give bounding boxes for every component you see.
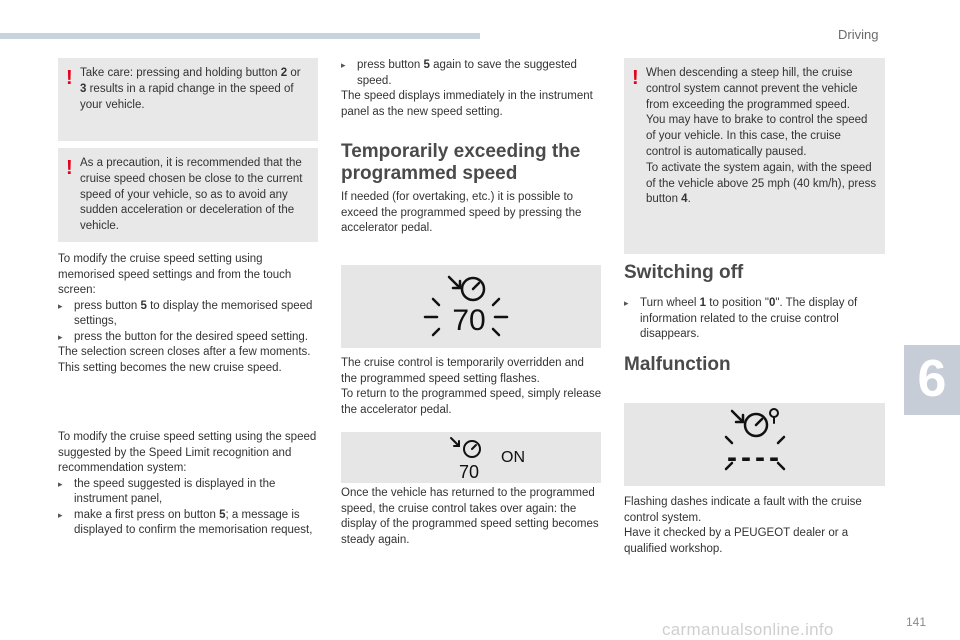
paragraph: The cruise control is temporarily overridden and the programmed speed setting flashes. bbox=[341, 357, 584, 385]
paragraph: To return to the programmed speed, simply release the accelerator pedal. bbox=[341, 388, 602, 416]
cruise-display-fault-graphic bbox=[624, 403, 885, 486]
warning-icon: ! bbox=[632, 67, 639, 89]
override-section bbox=[341, 356, 603, 418]
bullet-item: ▸ press the button for the desired speed setting. bbox=[58, 330, 320, 346]
paragraph: To modify the cruise speed setting using memorised speed settings and from the touch screen: bbox=[58, 253, 292, 296]
warning-box-steep-hill bbox=[624, 58, 885, 254]
heading-switching-off: Switching off bbox=[624, 262, 744, 283]
cruise-display-on-graphic bbox=[341, 432, 601, 483]
warning-text: Take care: pressing and holding button 2 or 3 results in a rapid change in the speed of your vehicle. bbox=[80, 67, 301, 111]
save-speed-section bbox=[341, 58, 603, 120]
bullet-item: ▸ make a first press on button 5; a message is displayed to confirm the memorisation request, bbox=[58, 508, 320, 539]
figure-speed-steady bbox=[341, 432, 601, 483]
warning-text: When descending a steep hill, the cruise control system cannot prevent the vehicle from exceeding the programmed speed. You may have to brake to control the speed of your vehicle. In this case, the cruise control is automatically paused. To activate the system again, with the speed of the vehicle above 25 mph (40 km/h), press button 4. bbox=[646, 67, 877, 206]
heading-temporarily-exceeding: Temporarily exceeding the programmed speed bbox=[341, 141, 581, 184]
warning-icon: ! bbox=[66, 67, 73, 89]
paragraph: This setting becomes the new cruise speed. bbox=[58, 361, 282, 374]
malfunction-section bbox=[624, 495, 886, 557]
memorised-speed-section bbox=[58, 252, 320, 376]
heading-malfunction: Malfunction bbox=[624, 354, 731, 375]
bullet-item: ▸ press button 5 again to save the suggested speed. bbox=[341, 58, 603, 89]
warning-text: As a precaution, it is recommended that the cruise speed chosen be close to the current speed of your vehicle, so as to avoid any sudden acceleration or deceleration of the vehicle. bbox=[80, 157, 303, 233]
cruise-display-flashing-graphic bbox=[341, 265, 601, 348]
fault-dashes: ---- bbox=[727, 441, 783, 474]
paragraph: To modify the cruise speed setting using the speed suggested by the Speed Limit recognition and recommendation system: bbox=[58, 431, 317, 474]
watermark: carmanualsonline.info bbox=[662, 620, 834, 639]
speed-value: 70 bbox=[458, 462, 480, 482]
bullet-item: ▸ the speed suggested is displayed in the instrument panel, bbox=[58, 477, 320, 508]
paragraph: Have it checked by a PEUGEOT dealer or a qualified workshop. bbox=[624, 527, 849, 555]
speed-value: 70 bbox=[452, 304, 486, 337]
header-bar bbox=[0, 33, 480, 39]
speed-limit-section bbox=[58, 430, 320, 539]
figure-speed-flashing bbox=[341, 265, 601, 348]
paragraph: If needed (for overtaking, etc.) it is possible to exceed the programmed speed by pressing the accelerator pedal. bbox=[341, 191, 582, 234]
warning-box-precaution bbox=[58, 148, 318, 242]
on-label: ON bbox=[501, 449, 525, 466]
paragraph: Once the vehicle has returned to the programmed speed, the cruise control takes over again: the display of the programmed speed setting becomes steady again. bbox=[341, 487, 599, 546]
figure-malfunction bbox=[624, 403, 885, 486]
switching-off-section bbox=[624, 296, 886, 343]
chapter-number: 6 bbox=[917, 350, 947, 408]
paragraph: Flashing dashes indicate a fault with the cruise control system. bbox=[624, 496, 862, 524]
warning-icon: ! bbox=[66, 157, 73, 179]
page-number: 141 bbox=[906, 615, 927, 629]
warning-box-hold-button bbox=[58, 58, 318, 141]
bullet-item: ▸ press button 5 to display the memorised speed settings, bbox=[58, 299, 320, 330]
paragraph: The speed displays immediately in the instrument panel as the new speed setting. bbox=[341, 90, 593, 118]
arrow-icon bbox=[449, 277, 459, 287]
section-title: Driving bbox=[838, 27, 879, 42]
bullet-item: ▸ Turn wheel 1 to position "0". The display of information related to the cruise control disappears. bbox=[624, 296, 886, 343]
chapter-tab bbox=[904, 345, 960, 415]
paragraph: The selection screen closes after a few moments. bbox=[58, 346, 311, 358]
